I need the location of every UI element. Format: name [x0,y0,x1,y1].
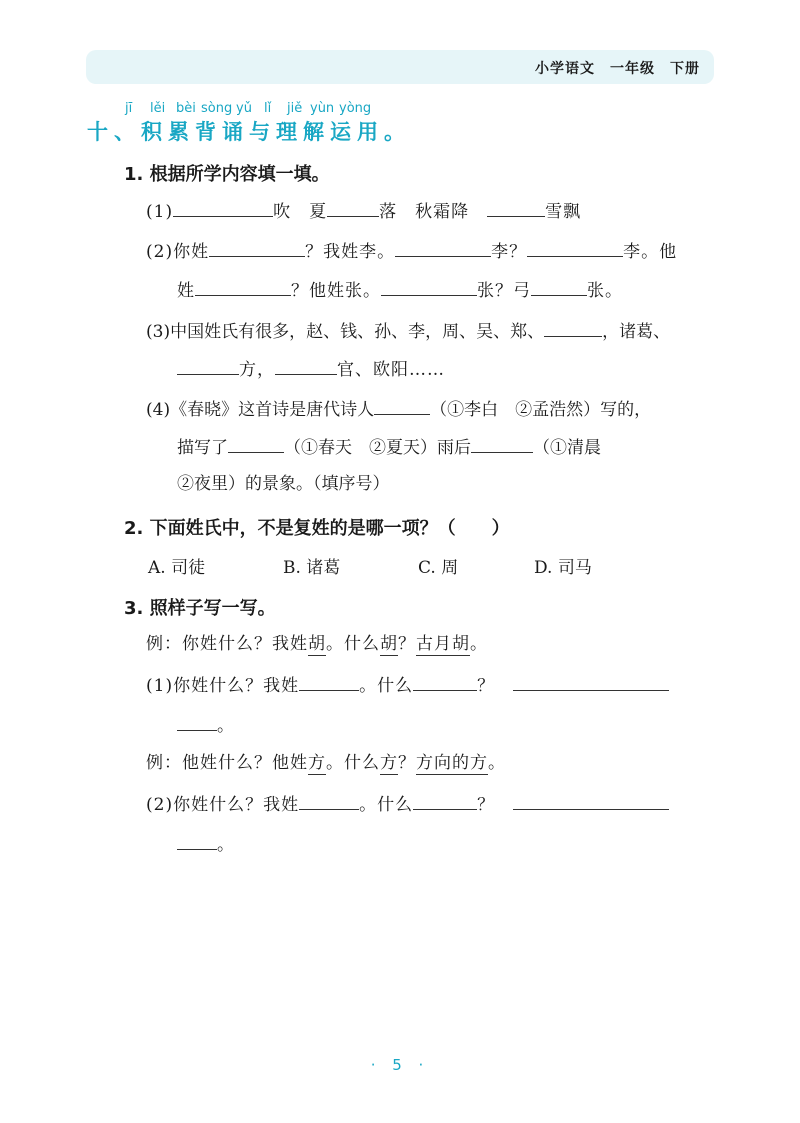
q1-item1-t2: 夏 [309,202,328,222]
q2-option-d[interactable]: D. 司马 [534,558,592,578]
q2-title: 2. 下面姓氏中，不是复姓的是哪一项？（ ） [124,518,510,539]
q3-item1-line1 [146,672,669,698]
q3-ex1-b: 胡 [308,634,326,654]
q1-item1-num: (1) [146,202,174,222]
answer-blank[interactable] [177,831,217,850]
q3-ex2-d: 方 [380,753,398,773]
answer-blank[interactable] [527,238,623,257]
header-text [535,58,700,78]
answer-blank[interactable] [471,434,533,453]
answer-blank[interactable] [299,791,359,810]
answer-blank[interactable] [177,712,217,731]
q1-item3-c: 方， [239,360,275,380]
q1-item4-f: ②夜里）的景象。（填序号） [177,474,390,494]
q1-item2-f: ？他姓张。 [291,281,381,301]
q3-item1-a: (1)你姓什么？我姓 [146,676,300,696]
q1-item2-line2 [177,277,623,303]
q2-option-a[interactable]: A. 司徒 [148,558,206,578]
answer-blank[interactable] [487,198,545,217]
q1-item3-line2 [177,356,445,382]
q1-item1-t1: 吹 [273,202,292,222]
q3-title: 3. 照样子写一写。 [124,598,276,619]
q1-item2-line1 [146,238,677,264]
pinyin-jie: jiě [287,101,303,116]
answer-blank[interactable] [413,791,477,810]
page-number: · 5 · [370,1056,430,1074]
q3-item2-c: ？ [477,795,496,815]
q3-example2 [146,751,506,775]
pinyin-song: sòng [201,101,233,116]
q1-item3-d: 官、欧阳…… [337,360,445,380]
q3-ex2-h: 。 [488,753,506,773]
q3-ex1-e: ？ [398,634,416,654]
q1-item2-e: 姓 [177,281,195,301]
q1-item2-c: 李？ [491,242,528,262]
q3-ex1-c: 。什么 [326,634,380,654]
q1-item1-t4: 秋霜降 [415,202,470,222]
answer-blank[interactable] [299,672,359,691]
q1-item2-h: 张。 [587,281,623,301]
q3-ex2-c: 。什么 [326,753,380,773]
answer-blank[interactable] [395,238,491,257]
q3-ex2-b: 方 [308,753,326,773]
q1-item2-g: 张？弓 [477,281,531,301]
q3-ex2-e: ？ [398,753,416,773]
q3-item2-line1 [146,791,669,817]
q3-item1-c: ？ [477,676,496,696]
answer-blank[interactable] [327,198,379,217]
answer-blank[interactable] [209,238,305,257]
answer-blank[interactable] [381,277,477,296]
q3-ex2-g: 方 [470,753,488,773]
q1-item4-c: 描写了 [177,438,228,458]
q1-item3-a: (3)中国姓氏有很多，赵、钱、孙、李，周、吴、郑、 [146,322,545,342]
answer-blank[interactable] [544,318,602,337]
answer-blank[interactable] [513,672,669,691]
answer-blank[interactable] [275,356,337,375]
q1-item4-line1 [146,396,651,422]
pinyin-yun: yùn [310,101,335,116]
q3-ex2-a: 例：他姓什么？他姓 [146,753,308,773]
q1-item1-t3: 落 [379,202,398,222]
q1-item4-line3 [177,472,390,496]
pinyin-li: lǐ [264,101,272,116]
q3-item1-line2 [177,712,235,738]
answer-blank[interactable] [413,672,477,691]
answer-blank[interactable] [228,434,284,453]
q3-ex1-a: 例：你姓什么？我姓 [146,634,308,654]
q2-option-b[interactable]: B. 诸葛 [283,558,341,578]
q3-example1 [146,632,488,656]
answer-blank[interactable] [195,277,291,296]
q3-item2-line2 [177,831,235,857]
pinyin-ji: jī [125,101,133,116]
header-subject: 小学语文 [535,61,595,77]
q1-title: 1. 根据所学内容填一填。 [124,164,330,185]
section-title: 十、积累背诵与理解运用。 [87,120,411,144]
answer-blank[interactable] [177,356,239,375]
header-grade: 一年级 [610,61,655,77]
header-volume: 下册 [670,61,700,77]
q1-item4-e: （①清晨 [533,438,601,458]
q3-item1-end: 。 [217,716,235,736]
q1-item3-line1 [146,318,670,344]
q1-item4-d: （①春天 ②夏天）雨后 [284,438,471,458]
q1-item2-a: (2)你姓 [146,242,210,262]
answer-blank[interactable] [374,396,430,415]
answer-blank[interactable] [513,791,669,810]
q1-item1-t5: 雪飘 [545,202,582,222]
q1-item4-b: （①李白 ②孟浩然）写的， [430,400,652,420]
q3-ex2-f: 方向的 [416,753,470,773]
q3-item1-b: 。什么 [359,676,414,696]
pinyin-yu: yǔ [236,101,252,116]
q3-item2-a: (2)你姓什么？我姓 [146,795,300,815]
pinyin-lei: lěi [150,101,166,116]
q3-item2-b: 。什么 [359,795,414,815]
q2-option-c[interactable]: C. 周 [418,558,459,578]
q1-item1 [146,198,581,224]
q3-ex1-d: 胡 [380,634,398,654]
q1-item2-b: ？我姓李。 [305,242,396,262]
q3-ex1-f: 古月胡 [416,634,470,654]
pinyin-yong: yòng [339,101,372,116]
q1-item3-b: ，诸葛、 [602,322,671,342]
answer-blank[interactable] [531,277,587,296]
q1-item4-line2 [177,434,601,460]
q3-ex1-g: 。 [470,634,488,654]
answer-blank[interactable] [173,198,273,217]
q3-item2-end: 。 [217,835,235,855]
pinyin-bei: bèi [176,101,196,116]
q1-item2-d: 李。他 [623,242,678,262]
header-bar [86,50,714,84]
q1-item4-a: (4)《春晓》这首诗是唐代诗人 [146,400,375,420]
